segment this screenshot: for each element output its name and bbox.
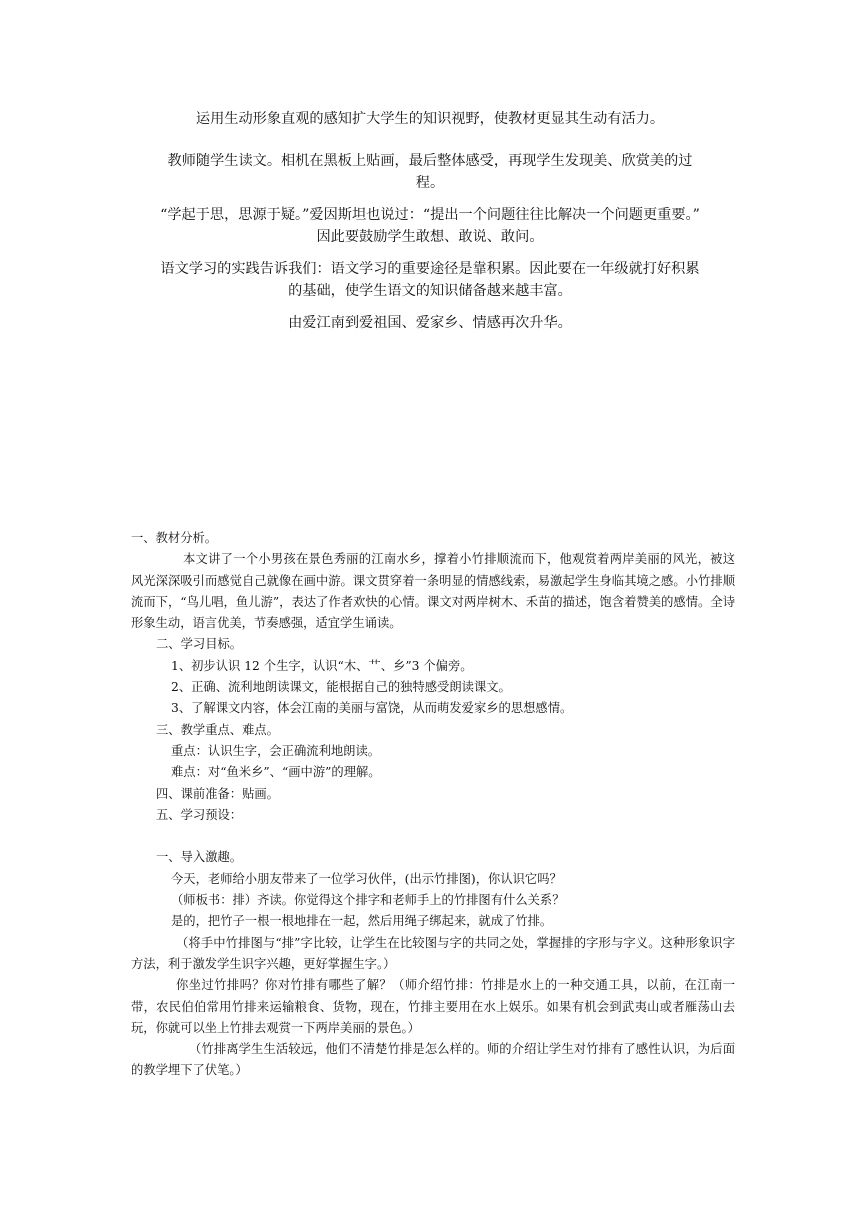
section-heading: 五、学习预设： xyxy=(156,807,243,822)
note-paragraph: “学起于思，思源于疑。”爱因斯坦也说过：“提出一个问题往往比解决一个问题更重要。” 因此要鼓励学生敢想、敢说、敢问。 xyxy=(160,207,700,245)
section-heading: 三、教学重点、难点。 xyxy=(156,722,279,737)
step-paragraph: （师板书：排）齐读。你觉得这个排字和老师手上的竹排图有什么关系？ xyxy=(171,893,565,908)
section-heading: 四、课前准备：贴画。 xyxy=(156,786,279,801)
difficult-point: 难点：对“鱼米乡”、“画中游”的理解。 xyxy=(171,765,381,780)
goal-item: 2、正确、流利地朗读课文，能根据自己的独特感受朗读课文。 xyxy=(171,680,511,695)
note-paragraph: 运用生动形象直观的感知扩大学生的知识视野，使教材更显其生动有活力。 xyxy=(195,111,665,127)
step-paragraph: 你坐过竹排吗？你对竹排有哪些了解？（师介绍竹排：竹排是水上的一种交通工具，以前，在江南一带，农民伯伯常用竹排来运输粮食、货物，现在，竹排主要用在水上娱乐。如果有机会到武夷山或者雁荡山去玩，你就可以坐上竹排去观赏一下两岸美丽的景色。） xyxy=(131,978,735,1035)
step-paragraph: （将手中竹排图与“排”字比较，让学生在比较图与字的共同之处，掌握排的字形与字义。这种形象识字方法，利于激发学生识字兴趣，更好掌握生字。） xyxy=(131,935,735,971)
analysis-paragraph: 本文讲了一个小男孩在景色秀丽的江南水乡，撑着小竹排顺流而下，他观赏着两岸美丽的风光，被这风光深深吸引而感觉自己就像在画中游。课文贯穿着一条明显的情感线索，易激起学生身临其境之感。小竹排顺流而下，“鸟儿唱，鱼儿游”，表达了作者欢快的心情。课文对两岸树木、禾苗的描述，饱含着赞美的感情。全诗形象生动，语言优美，节奏感强，适宜学生诵读。 xyxy=(131,552,735,631)
lesson-plan-body xyxy=(131,528,735,1082)
goal-item: 3、了解课文内容，体会江南的美丽与富饶，从而萌发爱家乡的思想感情。 xyxy=(171,701,573,716)
step-paragraph: 今天，老师给小朋友带来了一位学习伙伴，(出示竹排图)，你认识它吗？ xyxy=(171,871,562,886)
key-point: 重点：认识生字，会正确流利地朗读。 xyxy=(171,743,381,758)
note-paragraph: 语文学习的实践告诉我们：语文学习的重要途径是靠积累。因此要在一年级就打好积累的基础，使学生语文的知识储备越来越丰富。 xyxy=(160,261,700,299)
step-paragraph: 是的，把竹子一根一根地排在一起，然后用绳子绑起来，就成了竹排。 xyxy=(171,914,553,929)
blank-line xyxy=(131,826,735,847)
note-paragraph: 教师随学生读文。相机在黑板上贴画，最后整体感受，再现学生发现美、欣赏美的过程。 xyxy=(167,153,693,191)
reflection-notes xyxy=(160,108,700,344)
step-heading: 一、导入激趣。 xyxy=(156,850,243,865)
section-heading: 二、学习目标。 xyxy=(156,637,243,652)
section-heading: 一、教材分析。 xyxy=(131,531,218,545)
note-paragraph: 由爱江南到爱祖国、爱家乡、情感再次升华。 xyxy=(288,315,572,331)
goal-item: 1、初步认识 12 个生字，认识“木、艹、乡”3 个偏旁。 xyxy=(171,658,473,673)
step-paragraph: （竹排离学生生活较远，他们不清楚竹排是怎么样的。师的介绍让学生对竹排有了感性认识，为后面的教学埋下了伏笔。） xyxy=(131,1042,735,1078)
